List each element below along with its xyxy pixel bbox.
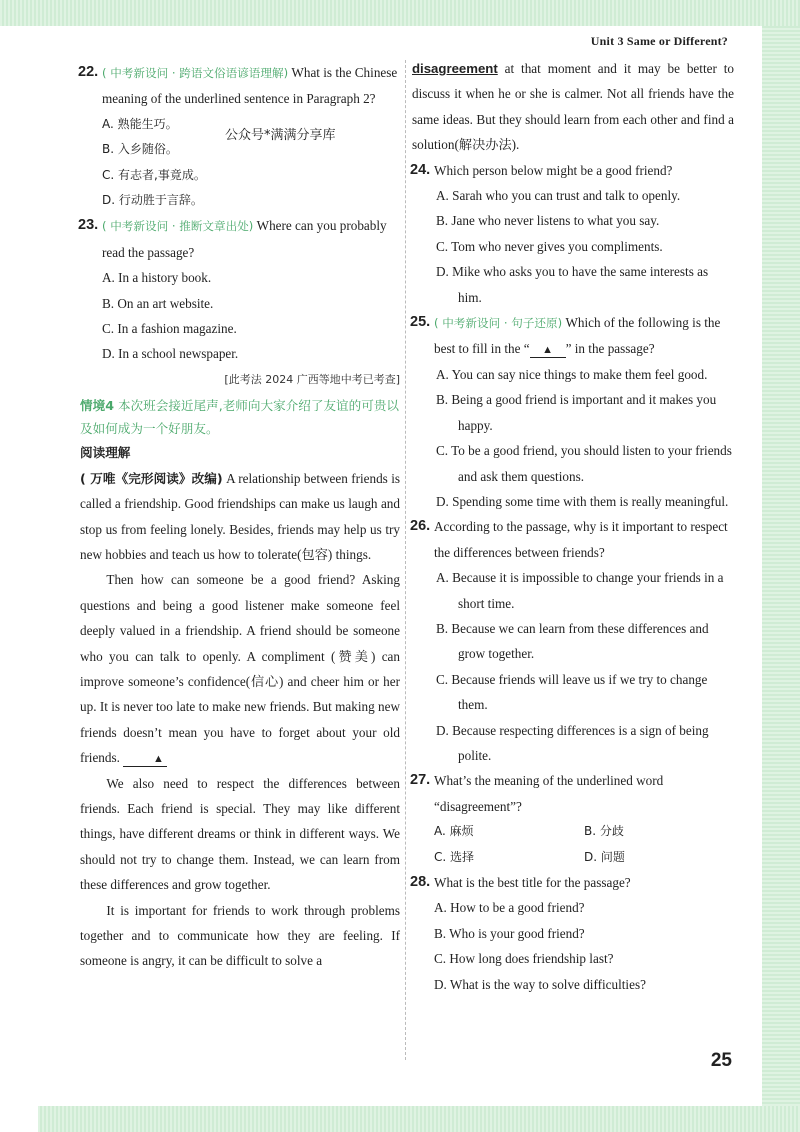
question-23 bbox=[80, 213, 400, 265]
question-24 bbox=[412, 158, 734, 183]
left-column bbox=[80, 60, 400, 974]
question-stem: What is the Chinese meaning of the underlined sentence in Paragraph 2? bbox=[102, 65, 398, 107]
option-d[interactable]: D. Mike who asks you to have the same interests as him. bbox=[436, 264, 709, 305]
option-row bbox=[412, 845, 734, 870]
option-b[interactable]: B. Jane who never listens to what you say. bbox=[436, 213, 660, 229]
question-28 bbox=[412, 870, 734, 895]
option-a[interactable]: A. 熟能生巧。 bbox=[102, 116, 178, 131]
question-stem: What’s the meaning of the underlined word “disagreement”? bbox=[434, 773, 664, 814]
paragraph-text: Then how can someone be a good friend? Asking questions and being a good listener make someone feel deeply valued in a friendship. A friend should be someone who you can talk to openly. A compliment (赞美) can improve someone’s confidence(信心) and cheer him or her up. It is never too late to make new friends. But making new friends doesn’t mean you have to forget about your old friends. bbox=[80, 572, 400, 766]
underlined-keyword: disagreement bbox=[412, 61, 498, 76]
option-a[interactable]: A. How to be a good friend? bbox=[434, 900, 585, 916]
question-number: 27. bbox=[410, 772, 431, 789]
column-divider bbox=[405, 60, 407, 1060]
option-c[interactable]: C. How long does friendship last? bbox=[434, 951, 614, 967]
question-stem: Where can you probably read the passage? bbox=[102, 218, 387, 260]
question-26 bbox=[412, 514, 734, 565]
answer-blank: ▲ bbox=[123, 752, 167, 767]
page-header: Unit 3 Same or Different? bbox=[590, 34, 728, 48]
option-d[interactable]: D. What is the way to solve difficulties? bbox=[434, 976, 646, 992]
question-number: 28. bbox=[410, 874, 431, 890]
question-number: 25. bbox=[410, 314, 431, 331]
paragraph-text: A relationship between friends is called a friendship. Good friendships can make us laugh and stop us from feeling lonely. Besides, friends may help us try new hobbies and teach us how to tolerate(包容) things. bbox=[80, 470, 400, 562]
question-stem: What is the best title for the passage? bbox=[434, 875, 631, 890]
option-b[interactable]: B. 分歧 bbox=[584, 824, 624, 839]
scene-text: 本次班会接近尾声,老师向大家介绍了友谊的可贵以及如何成为一个好朋友。 bbox=[80, 398, 400, 437]
option-c[interactable]: C. To be a good friend, you should listen to your friends and ask them questions. bbox=[436, 443, 732, 484]
question-25 bbox=[412, 310, 734, 362]
paragraph-text: at that moment and it may be better to discuss it when he or she is calmer. Not all friends have the same ideas. But they should learn from each other and find a solution(解决办法). bbox=[412, 61, 734, 153]
option-c[interactable]: C. Because friends will leave us if we try to change them. bbox=[436, 671, 708, 713]
option-c[interactable]: C. In a fashion magazine. bbox=[102, 321, 237, 337]
option-a[interactable]: A. Sarah who you can trust and talk to openly. bbox=[436, 188, 681, 204]
scene-label: 情境4 bbox=[80, 398, 114, 414]
option-d[interactable]: D. Spending some time with them is really meaningful. bbox=[436, 493, 729, 509]
passage-paragraph-2 bbox=[80, 567, 400, 770]
option-b[interactable]: B. Because we can learn from these differences and grow together. bbox=[436, 620, 709, 662]
option-d[interactable]: D. 行动胜于言辞。 bbox=[102, 193, 203, 208]
decorative-top-band bbox=[0, 0, 800, 26]
option-b[interactable]: B. On an art website. bbox=[102, 295, 214, 311]
passage-source-tag: ( 万唯《完形阅读》改编) bbox=[80, 470, 223, 486]
question-tag: ( 中考新设问 · 推断文章出处) bbox=[102, 219, 254, 234]
question-tag: ( 中考新设问 · 跨语文俗语谚语理解) bbox=[102, 66, 289, 80]
scene-intro bbox=[80, 394, 400, 440]
option-a[interactable]: A. You can say nice things to make them feel good. bbox=[436, 366, 708, 382]
passage-paragraph-4: It is important for friends to work through problems together and to communicate how they are feeling. If someone is angry, it can be difficult to solve a bbox=[80, 902, 400, 969]
question-number: 24. bbox=[410, 161, 431, 178]
question-22 bbox=[80, 60, 400, 112]
question-number: 23. bbox=[78, 217, 99, 234]
option-row bbox=[412, 819, 734, 844]
option-d[interactable]: D. Because respecting differences is a sign of being polite. bbox=[436, 722, 709, 763]
option-b[interactable]: B. 入乡随俗。 bbox=[102, 142, 178, 157]
question-stem: Which person below might be a good friend? bbox=[434, 162, 673, 178]
question-stem-end: ” in the passage? bbox=[565, 341, 655, 357]
passage-paragraph-3: We also need to respect the differences between friends. Each friend is special. They may like different things, have different dreams or think in different ways. We should not try to change them. Instead, we can learn from these differences and grow together. bbox=[80, 775, 400, 893]
option-a[interactable]: A. Because it is impossible to change your friends in a short time. bbox=[436, 570, 724, 611]
right-column bbox=[412, 56, 734, 997]
option-c[interactable]: C. 选择 bbox=[434, 849, 475, 864]
question-stem: According to the passage, why is it important to respect the differences between friends? bbox=[434, 519, 728, 560]
passage-paragraph-4-continued bbox=[412, 56, 734, 158]
question-number: 26. bbox=[410, 518, 431, 535]
section-title: 阅读理解 bbox=[80, 445, 131, 461]
decorative-bottom-band bbox=[38, 1106, 800, 1132]
question-tag: ( 中考新设问 · 句子还原) bbox=[434, 316, 563, 331]
option-b[interactable]: B. Being a good friend is important and it makes you happy. bbox=[436, 392, 717, 433]
option-b[interactable]: B. Who is your good friend? bbox=[434, 925, 585, 941]
option-d[interactable]: D. 问题 bbox=[584, 849, 625, 864]
decorative-side-band bbox=[762, 26, 800, 1106]
question-stem: Which of the following is the best to fill in the “ bbox=[434, 315, 721, 357]
option-c[interactable]: C. 有志者,事竟成。 bbox=[102, 167, 206, 182]
watermark: 公众号*满满分享库 bbox=[225, 128, 336, 143]
page-number: 25 bbox=[710, 1050, 732, 1071]
option-d[interactable]: D. In a school newspaper. bbox=[102, 346, 239, 362]
answer-blank: ▲ bbox=[530, 343, 566, 358]
question-27 bbox=[412, 768, 734, 819]
passage-paragraph-1 bbox=[80, 466, 400, 568]
option-a[interactable]: A. In a history book. bbox=[102, 270, 212, 286]
option-a[interactable]: A. 麻烦 bbox=[434, 824, 474, 839]
exam-source-note: [此考法 2024 广西等地中考已考查] bbox=[224, 372, 400, 386]
option-c[interactable]: C. Tom who never gives you compliments. bbox=[436, 238, 663, 254]
question-number: 22. bbox=[78, 64, 99, 80]
